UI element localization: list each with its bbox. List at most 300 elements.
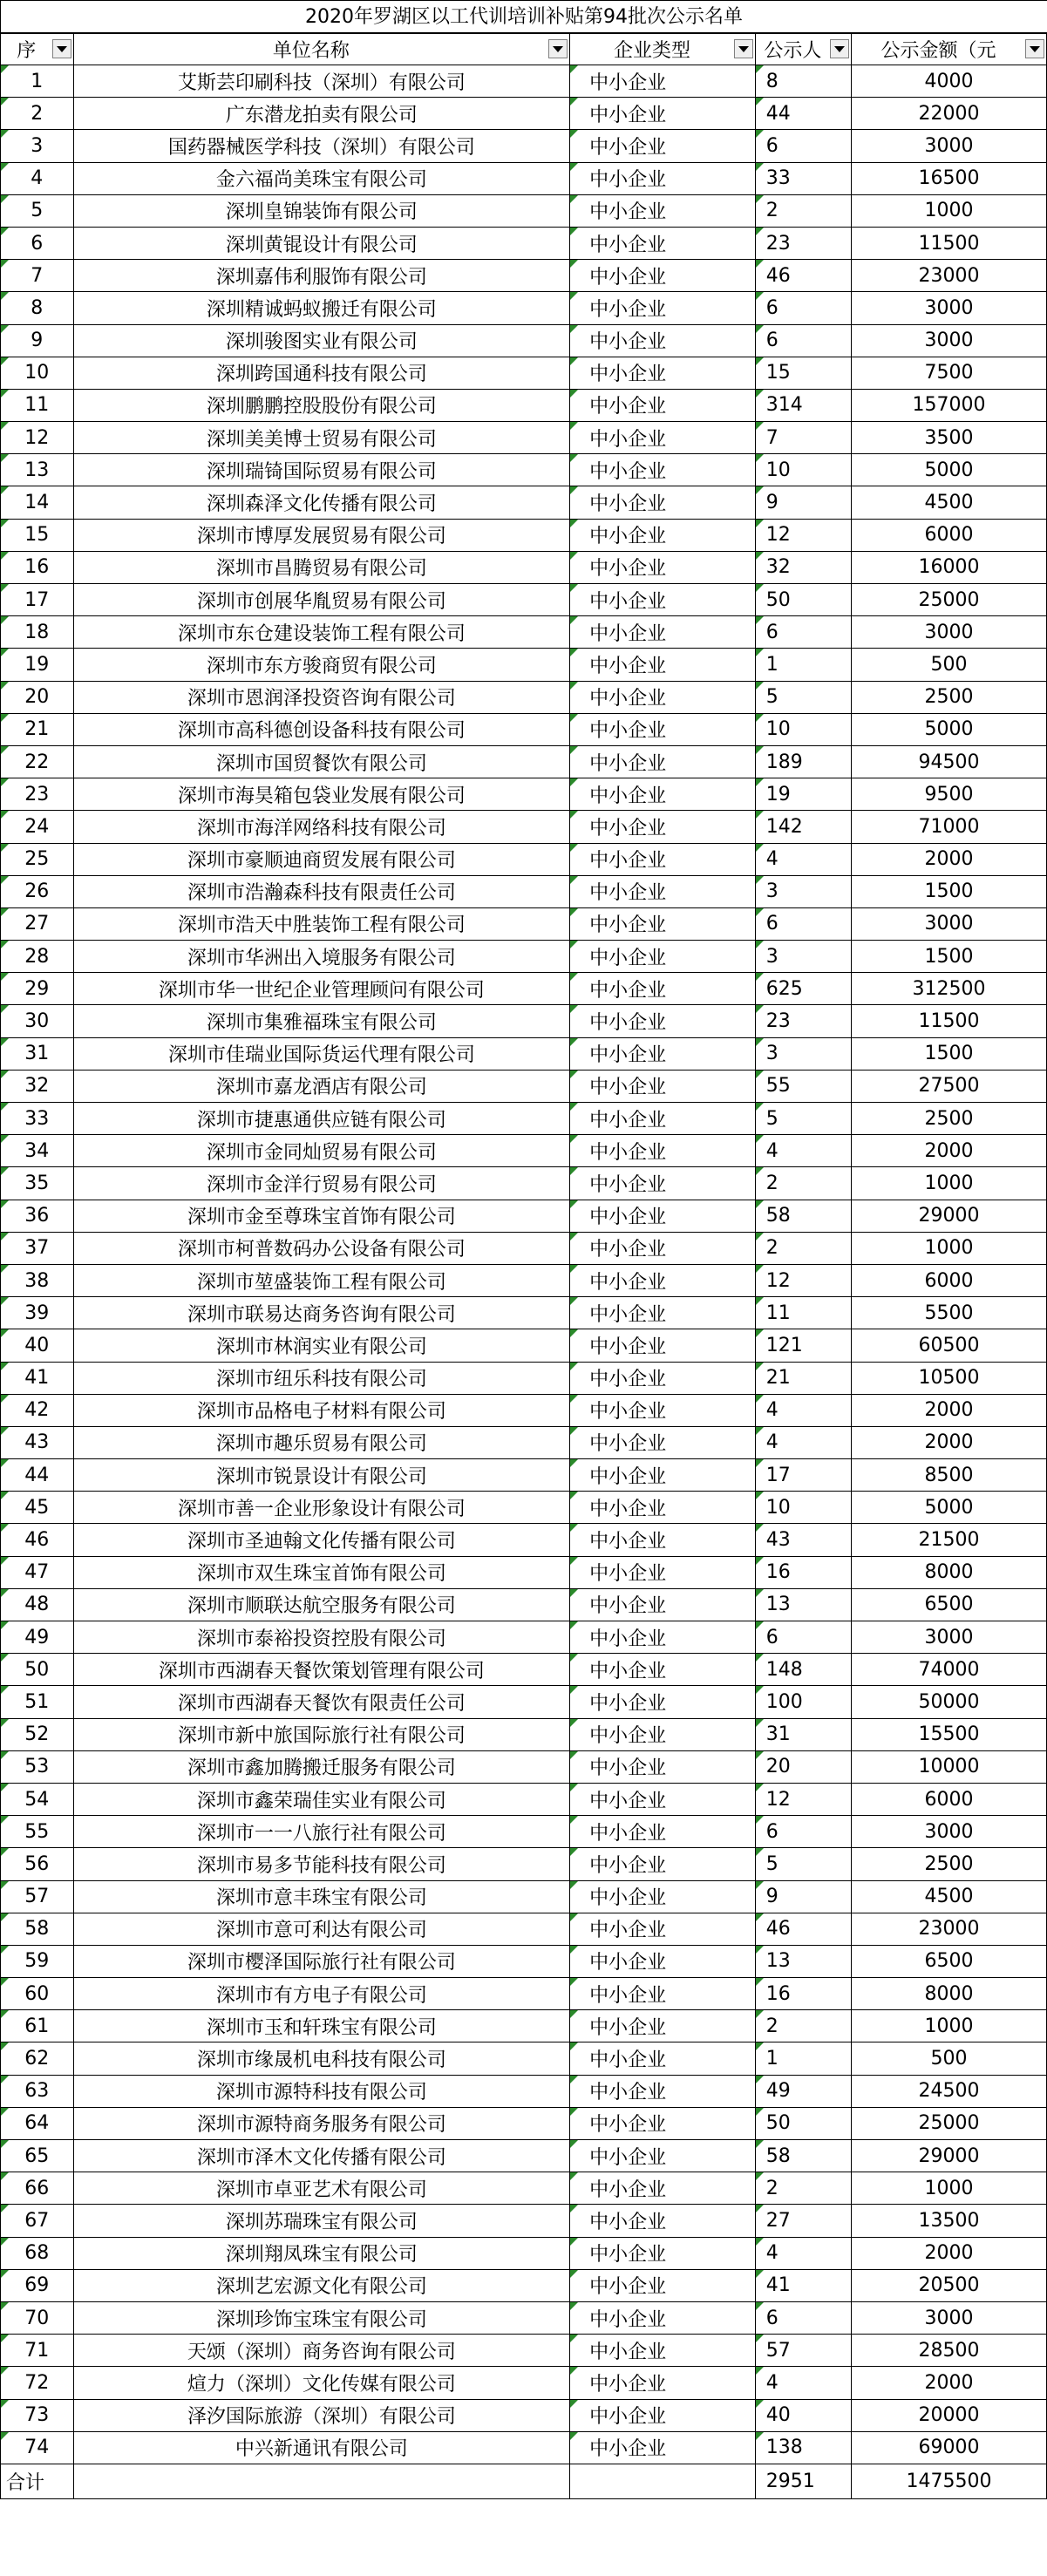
- cell-idx[interactable]: [1, 194, 74, 227]
- cell-headcount[interactable]: [755, 194, 851, 227]
- cell-amount[interactable]: [851, 65, 1046, 98]
- cell-headcount[interactable]: [755, 2172, 851, 2205]
- cell-headcount[interactable]: [755, 616, 851, 649]
- total-label[interactable]: 合计: [1, 2464, 74, 2498]
- cell-amount[interactable]: [851, 1200, 1046, 1232]
- cell-idx[interactable]: [1, 357, 74, 389]
- cell-headcount[interactable]: [755, 584, 851, 616]
- cell-company-name[interactable]: [73, 1232, 570, 1264]
- cell-idx[interactable]: [1, 1232, 74, 1264]
- cell-idx[interactable]: [1, 2269, 74, 2301]
- cell-company-name[interactable]: [73, 227, 570, 259]
- total-amount[interactable]: 1475500: [851, 2464, 1046, 2498]
- cell-headcount[interactable]: [755, 973, 851, 1005]
- cell-headcount[interactable]: [755, 713, 851, 745]
- cell-amount[interactable]: [851, 2042, 1046, 2075]
- cell-company-name[interactable]: [73, 2431, 570, 2464]
- cell-company-name[interactable]: [73, 486, 570, 519]
- cell-company-name[interactable]: [73, 1524, 570, 1556]
- cell-enterprise-type[interactable]: [570, 2237, 756, 2269]
- cell-company-name[interactable]: [73, 778, 570, 811]
- cell-company-name[interactable]: [73, 194, 570, 227]
- cell-amount[interactable]: [851, 2269, 1046, 2301]
- cell-idx[interactable]: [1, 1492, 74, 1524]
- cell-company-name[interactable]: [73, 1783, 570, 1815]
- cell-idx[interactable]: [1, 649, 74, 681]
- cell-idx[interactable]: [1, 2431, 74, 2464]
- cell-enterprise-type[interactable]: [570, 1329, 756, 1362]
- cell-enterprise-type[interactable]: [570, 1750, 756, 1783]
- cell-company-name[interactable]: [73, 1264, 570, 1296]
- cell-enterprise-type[interactable]: [570, 1524, 756, 1556]
- cell-idx[interactable]: [1, 811, 74, 843]
- cell-headcount[interactable]: [755, 2269, 851, 2301]
- cell-enterprise-type[interactable]: [570, 2335, 756, 2367]
- cell-enterprise-type[interactable]: [570, 745, 756, 778]
- cell-amount[interactable]: [851, 1783, 1046, 1815]
- cell-amount[interactable]: [851, 778, 1046, 811]
- cell-amount[interactable]: [851, 875, 1046, 907]
- cell-company-name[interactable]: [73, 98, 570, 130]
- cell-headcount[interactable]: [755, 2010, 851, 2042]
- cell-headcount[interactable]: [755, 551, 851, 583]
- cell-enterprise-type[interactable]: [570, 1232, 756, 1264]
- cell-enterprise-type[interactable]: [570, 875, 756, 907]
- cell-headcount[interactable]: [755, 1621, 851, 1654]
- cell-idx[interactable]: [1, 324, 74, 357]
- cell-company-name[interactable]: [73, 130, 570, 162]
- cell-enterprise-type[interactable]: [570, 1816, 756, 1848]
- cell-amount[interactable]: [851, 1459, 1046, 1492]
- cell-headcount[interactable]: [755, 454, 851, 486]
- cell-amount[interactable]: [851, 422, 1046, 454]
- cell-enterprise-type[interactable]: [570, 1913, 756, 1945]
- total-count[interactable]: 2951: [755, 2464, 851, 2498]
- cell-enterprise-type[interactable]: [570, 1426, 756, 1458]
- cell-idx[interactable]: [1, 422, 74, 454]
- cell-amount[interactable]: [851, 260, 1046, 292]
- cell-company-name[interactable]: [73, 1621, 570, 1654]
- cell-amount[interactable]: [851, 2237, 1046, 2269]
- cell-company-name[interactable]: [73, 1654, 570, 1686]
- cell-enterprise-type[interactable]: [570, 2269, 756, 2301]
- cell-idx[interactable]: [1, 1426, 74, 1458]
- cell-enterprise-type[interactable]: [570, 1556, 756, 1588]
- cell-idx[interactable]: [1, 1103, 74, 1135]
- cell-idx[interactable]: [1, 2075, 74, 2107]
- cell-idx[interactable]: [1, 2335, 74, 2367]
- cell-headcount[interactable]: [755, 260, 851, 292]
- cell-idx[interactable]: [1, 1978, 74, 2010]
- cell-idx[interactable]: [1, 2010, 74, 2042]
- cell-enterprise-type[interactable]: [570, 292, 756, 324]
- cell-enterprise-type[interactable]: [570, 98, 756, 130]
- cell-idx[interactable]: [1, 1167, 74, 1200]
- cell-amount[interactable]: [851, 454, 1046, 486]
- cell-headcount[interactable]: [755, 843, 851, 875]
- cell-headcount[interactable]: [755, 1167, 851, 1200]
- cell-headcount[interactable]: [755, 811, 851, 843]
- cell-amount[interactable]: [851, 2140, 1046, 2172]
- cell-headcount[interactable]: [755, 1394, 851, 1426]
- cell-company-name[interactable]: [73, 1718, 570, 1750]
- cell-enterprise-type[interactable]: [570, 2042, 756, 2075]
- cell-headcount[interactable]: [755, 1037, 851, 1070]
- cell-idx[interactable]: [1, 1329, 74, 1362]
- cell-enterprise-type[interactable]: [570, 1783, 756, 1815]
- cell-company-name[interactable]: [73, 422, 570, 454]
- cell-headcount[interactable]: [755, 162, 851, 194]
- cell-enterprise-type[interactable]: [570, 681, 756, 713]
- cell-idx[interactable]: [1, 907, 74, 940]
- cell-headcount[interactable]: [755, 1816, 851, 1848]
- cell-company-name[interactable]: [73, 2172, 570, 2205]
- cell-idx[interactable]: [1, 454, 74, 486]
- cell-company-name[interactable]: [73, 324, 570, 357]
- cell-company-name[interactable]: [73, 745, 570, 778]
- cell-company-name[interactable]: [73, 1329, 570, 1362]
- cell-headcount[interactable]: [755, 227, 851, 259]
- cell-amount[interactable]: [851, 616, 1046, 649]
- cell-amount[interactable]: [851, 1492, 1046, 1524]
- cell-company-name[interactable]: [73, 1005, 570, 1037]
- cell-company-name[interactable]: [73, 162, 570, 194]
- cell-company-name[interactable]: [73, 1848, 570, 1880]
- cell-idx[interactable]: [1, 584, 74, 616]
- cell-amount[interactable]: [851, 2335, 1046, 2367]
- cell-idx[interactable]: [1, 130, 74, 162]
- cell-idx[interactable]: [1, 745, 74, 778]
- cell-idx[interactable]: [1, 2107, 74, 2139]
- cell-idx[interactable]: [1, 1524, 74, 1556]
- cell-company-name[interactable]: [73, 260, 570, 292]
- cell-amount[interactable]: [851, 1394, 1046, 1426]
- cell-amount[interactable]: [851, 713, 1046, 745]
- cell-company-name[interactable]: [73, 875, 570, 907]
- cell-company-name[interactable]: [73, 1362, 570, 1394]
- cell-headcount[interactable]: [755, 422, 851, 454]
- cell-headcount[interactable]: [755, 98, 851, 130]
- cell-idx[interactable]: [1, 1816, 74, 1848]
- cell-company-name[interactable]: [73, 1297, 570, 1329]
- cell-amount[interactable]: [851, 1103, 1046, 1135]
- cell-company-name[interactable]: [73, 1492, 570, 1524]
- cell-idx[interactable]: [1, 843, 74, 875]
- cell-enterprise-type[interactable]: [570, 907, 756, 940]
- cell-company-name[interactable]: [73, 616, 570, 649]
- cell-enterprise-type[interactable]: [570, 616, 756, 649]
- cell-idx[interactable]: [1, 1718, 74, 1750]
- cell-enterprise-type[interactable]: [570, 260, 756, 292]
- cell-headcount[interactable]: [755, 1297, 851, 1329]
- cell-idx[interactable]: [1, 1848, 74, 1880]
- cell-enterprise-type[interactable]: [570, 2172, 756, 2205]
- cell-enterprise-type[interactable]: [570, 1945, 756, 1977]
- cell-amount[interactable]: [851, 745, 1046, 778]
- cell-headcount[interactable]: [755, 65, 851, 98]
- cell-idx[interactable]: [1, 227, 74, 259]
- cell-headcount[interactable]: [755, 324, 851, 357]
- cell-enterprise-type[interactable]: [570, 1264, 756, 1296]
- total-empty-cell[interactable]: [73, 2464, 570, 2498]
- cell-headcount[interactable]: [755, 1913, 851, 1945]
- cell-company-name[interactable]: [73, 1200, 570, 1232]
- cell-amount[interactable]: [851, 551, 1046, 583]
- cell-idx[interactable]: [1, 98, 74, 130]
- cell-company-name[interactable]: [73, 681, 570, 713]
- cell-amount[interactable]: [851, 941, 1046, 973]
- cell-enterprise-type[interactable]: [570, 2399, 756, 2431]
- cell-amount[interactable]: [851, 2075, 1046, 2107]
- cell-idx[interactable]: [1, 1037, 74, 1070]
- cell-headcount[interactable]: [755, 1945, 851, 1977]
- cell-company-name[interactable]: [73, 2075, 570, 2107]
- cell-headcount[interactable]: [755, 941, 851, 973]
- cell-company-name[interactable]: [73, 1103, 570, 1135]
- cell-headcount[interactable]: [755, 1459, 851, 1492]
- cell-amount[interactable]: [851, 681, 1046, 713]
- cell-amount[interactable]: [851, 227, 1046, 259]
- cell-amount[interactable]: [851, 1913, 1046, 1945]
- cell-idx[interactable]: [1, 2205, 74, 2237]
- cell-idx[interactable]: [1, 2172, 74, 2205]
- cell-company-name[interactable]: [73, 1750, 570, 1783]
- cell-enterprise-type[interactable]: [570, 649, 756, 681]
- cell-headcount[interactable]: [755, 1200, 851, 1232]
- cell-company-name[interactable]: [73, 551, 570, 583]
- cell-enterprise-type[interactable]: [570, 194, 756, 227]
- cell-company-name[interactable]: [73, 1037, 570, 1070]
- cell-enterprise-type[interactable]: [570, 1070, 756, 1102]
- cell-amount[interactable]: [851, 1264, 1046, 1296]
- cell-enterprise-type[interactable]: [570, 2431, 756, 2464]
- cell-company-name[interactable]: [73, 907, 570, 940]
- cell-amount[interactable]: [851, 130, 1046, 162]
- cell-company-name[interactable]: [73, 843, 570, 875]
- cell-idx[interactable]: [1, 1750, 74, 1783]
- cell-headcount[interactable]: [755, 649, 851, 681]
- cell-enterprise-type[interactable]: [570, 1718, 756, 1750]
- filter-dropdown-icon[interactable]: [548, 39, 568, 58]
- cell-headcount[interactable]: [755, 1232, 851, 1264]
- cell-amount[interactable]: [851, 1329, 1046, 1362]
- cell-enterprise-type[interactable]: [570, 2010, 756, 2042]
- cell-headcount[interactable]: [755, 2399, 851, 2431]
- cell-headcount[interactable]: [755, 907, 851, 940]
- cell-company-name[interactable]: [73, 649, 570, 681]
- cell-amount[interactable]: [851, 1945, 1046, 1977]
- cell-idx[interactable]: [1, 1654, 74, 1686]
- cell-idx[interactable]: [1, 1945, 74, 1977]
- cell-enterprise-type[interactable]: [570, 1167, 756, 1200]
- cell-enterprise-type[interactable]: [570, 2205, 756, 2237]
- cell-headcount[interactable]: [755, 778, 851, 811]
- cell-idx[interactable]: [1, 1070, 74, 1102]
- cell-idx[interactable]: [1, 1588, 74, 1621]
- cell-amount[interactable]: [851, 357, 1046, 389]
- cell-company-name[interactable]: [73, 584, 570, 616]
- cell-enterprise-type[interactable]: [570, 65, 756, 98]
- cell-headcount[interactable]: [755, 1588, 851, 1621]
- cell-amount[interactable]: [851, 519, 1046, 551]
- cell-amount[interactable]: [851, 1686, 1046, 1718]
- cell-headcount[interactable]: [755, 2431, 851, 2464]
- cell-company-name[interactable]: [73, 1588, 570, 1621]
- cell-enterprise-type[interactable]: [570, 1459, 756, 1492]
- cell-amount[interactable]: [851, 907, 1046, 940]
- cell-amount[interactable]: [851, 584, 1046, 616]
- cell-enterprise-type[interactable]: [570, 162, 756, 194]
- cell-enterprise-type[interactable]: [570, 1848, 756, 1880]
- cell-headcount[interactable]: [755, 2237, 851, 2269]
- cell-amount[interactable]: [851, 194, 1046, 227]
- cell-idx[interactable]: [1, 1005, 74, 1037]
- cell-enterprise-type[interactable]: [570, 227, 756, 259]
- cell-enterprise-type[interactable]: [570, 713, 756, 745]
- cell-enterprise-type[interactable]: [570, 454, 756, 486]
- cell-headcount[interactable]: [755, 2205, 851, 2237]
- cell-enterprise-type[interactable]: [570, 1135, 756, 1167]
- cell-idx[interactable]: [1, 389, 74, 421]
- cell-amount[interactable]: [851, 389, 1046, 421]
- cell-company-name[interactable]: [73, 1556, 570, 1588]
- cell-headcount[interactable]: [755, 681, 851, 713]
- cell-enterprise-type[interactable]: [570, 1005, 756, 1037]
- cell-enterprise-type[interactable]: [570, 1394, 756, 1426]
- cell-idx[interactable]: [1, 941, 74, 973]
- cell-company-name[interactable]: [73, 2010, 570, 2042]
- total-empty-cell[interactable]: [570, 2464, 756, 2498]
- cell-company-name[interactable]: [73, 1686, 570, 1718]
- cell-company-name[interactable]: [73, 1070, 570, 1102]
- cell-amount[interactable]: [851, 1880, 1046, 1913]
- cell-company-name[interactable]: [73, 454, 570, 486]
- filter-dropdown-icon[interactable]: [830, 39, 849, 58]
- cell-company-name[interactable]: [73, 292, 570, 324]
- cell-idx[interactable]: [1, 2367, 74, 2399]
- cell-headcount[interactable]: [755, 1426, 851, 1458]
- cell-headcount[interactable]: [755, 1362, 851, 1394]
- cell-enterprise-type[interactable]: [570, 1103, 756, 1135]
- cell-amount[interactable]: [851, 2205, 1046, 2237]
- cell-company-name[interactable]: [73, 1167, 570, 1200]
- cell-headcount[interactable]: [755, 1686, 851, 1718]
- cell-headcount[interactable]: [755, 745, 851, 778]
- cell-idx[interactable]: [1, 973, 74, 1005]
- filter-dropdown-icon[interactable]: [1025, 39, 1044, 58]
- cell-company-name[interactable]: [73, 1913, 570, 1945]
- cell-company-name[interactable]: [73, 1816, 570, 1848]
- cell-amount[interactable]: [851, 1232, 1046, 1264]
- cell-headcount[interactable]: [755, 1103, 851, 1135]
- cell-idx[interactable]: [1, 1394, 74, 1426]
- cell-enterprise-type[interactable]: [570, 941, 756, 973]
- cell-amount[interactable]: [851, 1070, 1046, 1102]
- cell-amount[interactable]: [851, 1556, 1046, 1588]
- cell-amount[interactable]: [851, 1816, 1046, 1848]
- cell-company-name[interactable]: [73, 2367, 570, 2399]
- cell-company-name[interactable]: [73, 1978, 570, 2010]
- cell-headcount[interactable]: [755, 1070, 851, 1102]
- cell-amount[interactable]: [851, 1654, 1046, 1686]
- cell-amount[interactable]: [851, 843, 1046, 875]
- cell-amount[interactable]: [851, 649, 1046, 681]
- cell-amount[interactable]: [851, 1621, 1046, 1654]
- cell-headcount[interactable]: [755, 1848, 851, 1880]
- cell-company-name[interactable]: [73, 2107, 570, 2139]
- cell-amount[interactable]: [851, 1848, 1046, 1880]
- cell-amount[interactable]: [851, 1005, 1046, 1037]
- cell-company-name[interactable]: [73, 1459, 570, 1492]
- cell-company-name[interactable]: [73, 713, 570, 745]
- cell-amount[interactable]: [851, 486, 1046, 519]
- cell-amount[interactable]: [851, 98, 1046, 130]
- cell-headcount[interactable]: [755, 875, 851, 907]
- cell-amount[interactable]: [851, 1426, 1046, 1458]
- cell-enterprise-type[interactable]: [570, 486, 756, 519]
- cell-enterprise-type[interactable]: [570, 1880, 756, 1913]
- cell-enterprise-type[interactable]: [570, 2140, 756, 2172]
- filter-dropdown-icon[interactable]: [734, 39, 753, 58]
- cell-company-name[interactable]: [73, 2237, 570, 2269]
- cell-idx[interactable]: [1, 778, 74, 811]
- cell-amount[interactable]: [851, 2367, 1046, 2399]
- cell-idx[interactable]: [1, 551, 74, 583]
- cell-idx[interactable]: [1, 1880, 74, 1913]
- cell-amount[interactable]: [851, 811, 1046, 843]
- cell-headcount[interactable]: [755, 2075, 851, 2107]
- cell-idx[interactable]: [1, 1297, 74, 1329]
- cell-idx[interactable]: [1, 1200, 74, 1232]
- cell-idx[interactable]: [1, 65, 74, 98]
- cell-amount[interactable]: [851, 1718, 1046, 1750]
- cell-headcount[interactable]: [755, 2140, 851, 2172]
- cell-amount[interactable]: [851, 1750, 1046, 1783]
- cell-idx[interactable]: [1, 1686, 74, 1718]
- cell-enterprise-type[interactable]: [570, 2107, 756, 2139]
- cell-enterprise-type[interactable]: [570, 2301, 756, 2334]
- cell-amount[interactable]: [851, 292, 1046, 324]
- cell-amount[interactable]: [851, 1297, 1046, 1329]
- cell-amount[interactable]: [851, 1978, 1046, 2010]
- cell-enterprise-type[interactable]: [570, 551, 756, 583]
- cell-company-name[interactable]: [73, 1426, 570, 1458]
- cell-enterprise-type[interactable]: [570, 1654, 756, 1686]
- cell-headcount[interactable]: [755, 1524, 851, 1556]
- cell-headcount[interactable]: [755, 1978, 851, 2010]
- cell-enterprise-type[interactable]: [570, 1200, 756, 1232]
- cell-company-name[interactable]: [73, 811, 570, 843]
- cell-headcount[interactable]: [755, 1750, 851, 1783]
- filter-dropdown-icon[interactable]: [52, 39, 71, 58]
- cell-enterprise-type[interactable]: [570, 519, 756, 551]
- cell-enterprise-type[interactable]: [570, 973, 756, 1005]
- cell-enterprise-type[interactable]: [570, 1621, 756, 1654]
- cell-headcount[interactable]: [755, 2042, 851, 2075]
- cell-company-name[interactable]: [73, 1394, 570, 1426]
- cell-idx[interactable]: [1, 1621, 74, 1654]
- cell-company-name[interactable]: [73, 2335, 570, 2367]
- cell-headcount[interactable]: [755, 1718, 851, 1750]
- cell-idx[interactable]: [1, 681, 74, 713]
- cell-headcount[interactable]: [755, 1005, 851, 1037]
- cell-company-name[interactable]: [73, 2042, 570, 2075]
- cell-enterprise-type[interactable]: [570, 811, 756, 843]
- cell-enterprise-type[interactable]: [570, 324, 756, 357]
- cell-enterprise-type[interactable]: [570, 778, 756, 811]
- cell-headcount[interactable]: [755, 2107, 851, 2139]
- cell-amount[interactable]: [851, 324, 1046, 357]
